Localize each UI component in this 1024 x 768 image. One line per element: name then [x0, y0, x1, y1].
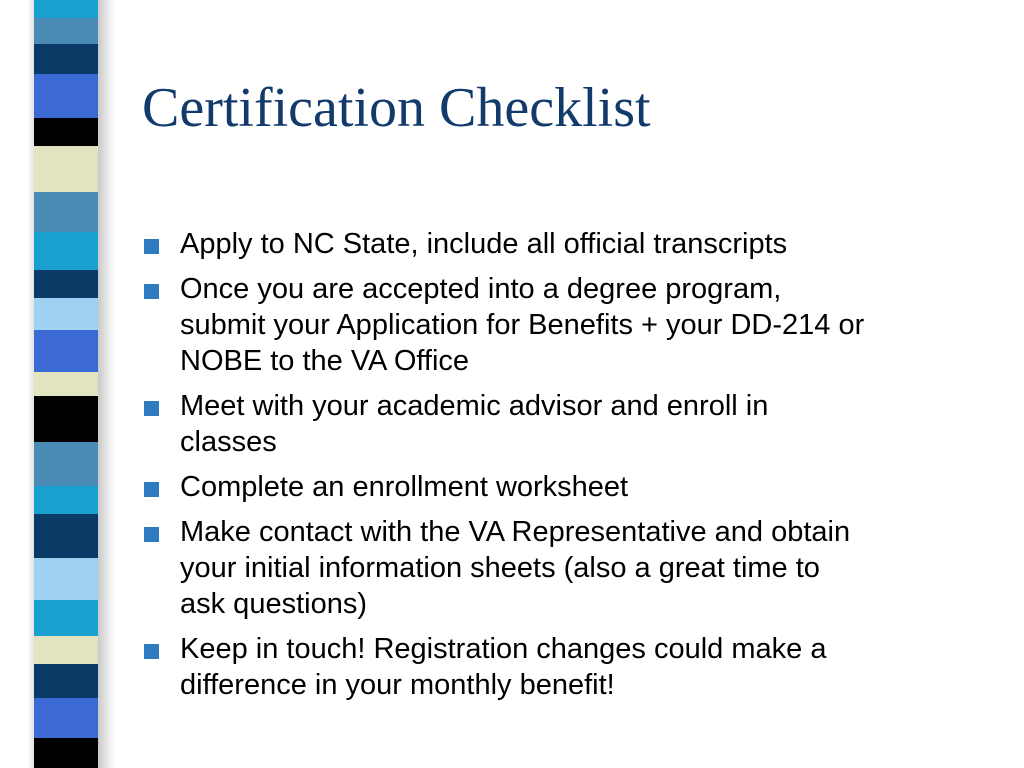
stripe-segment [34, 0, 98, 18]
stripe-segment [34, 232, 98, 270]
stripe-segment [34, 44, 98, 74]
stripe-segment [34, 396, 98, 442]
square-bullet-icon [144, 239, 159, 254]
decorative-stripe-bar [34, 0, 98, 768]
stripe-segment [34, 372, 98, 396]
stripe-segment [34, 330, 98, 372]
checklist-item-text: Apply to NC State, include all official transcripts [180, 228, 788, 260]
stripe-segment [34, 738, 98, 768]
slide-title: Certification Checklist [142, 77, 651, 139]
stripe-bar-shadow [98, 0, 116, 768]
checklist-item [144, 271, 994, 379]
stripe-segment [34, 636, 98, 664]
stripe-segment [34, 192, 98, 232]
stripe-segment [34, 698, 98, 738]
checklist-item-text: Once you are accepted into a degree program, submit your Application for Benefits + your DD-214 or NOBE to the VA Office [180, 273, 865, 377]
square-bullet-icon [144, 284, 159, 299]
stripe-segment [34, 558, 98, 600]
square-bullet-icon [144, 401, 159, 416]
checklist-item [144, 514, 994, 622]
checklist-item [144, 469, 994, 505]
checklist-item-text: Make contact with the VA Representative and obtain your initial information sheets (also a great time to ask questions) [180, 516, 851, 620]
square-bullet-icon [144, 644, 159, 659]
stripe-segment [34, 118, 98, 146]
checklist-item [144, 226, 994, 262]
stripe-segment [34, 486, 98, 514]
stripe-segment [34, 514, 98, 558]
checklist-item-text: Complete an enrollment worksheet [180, 471, 629, 503]
stripe-segment [34, 442, 98, 486]
stripe-segment [34, 18, 98, 44]
checklist-item-text: Keep in touch! Registration changes could make a difference in your monthly benefit! [180, 633, 827, 701]
stripe-segment [34, 298, 98, 330]
stripe-segment [34, 600, 98, 636]
checklist [144, 226, 994, 712]
checklist-item [144, 388, 994, 460]
checklist-item [144, 631, 994, 703]
square-bullet-icon [144, 527, 159, 542]
square-bullet-icon [144, 482, 159, 497]
stripe-segment [34, 664, 98, 698]
stripe-segment [34, 270, 98, 298]
stripe-segment [34, 146, 98, 192]
stripe-segment [34, 74, 98, 118]
checklist-item-text: Meet with your academic advisor and enroll in classes [180, 390, 769, 458]
